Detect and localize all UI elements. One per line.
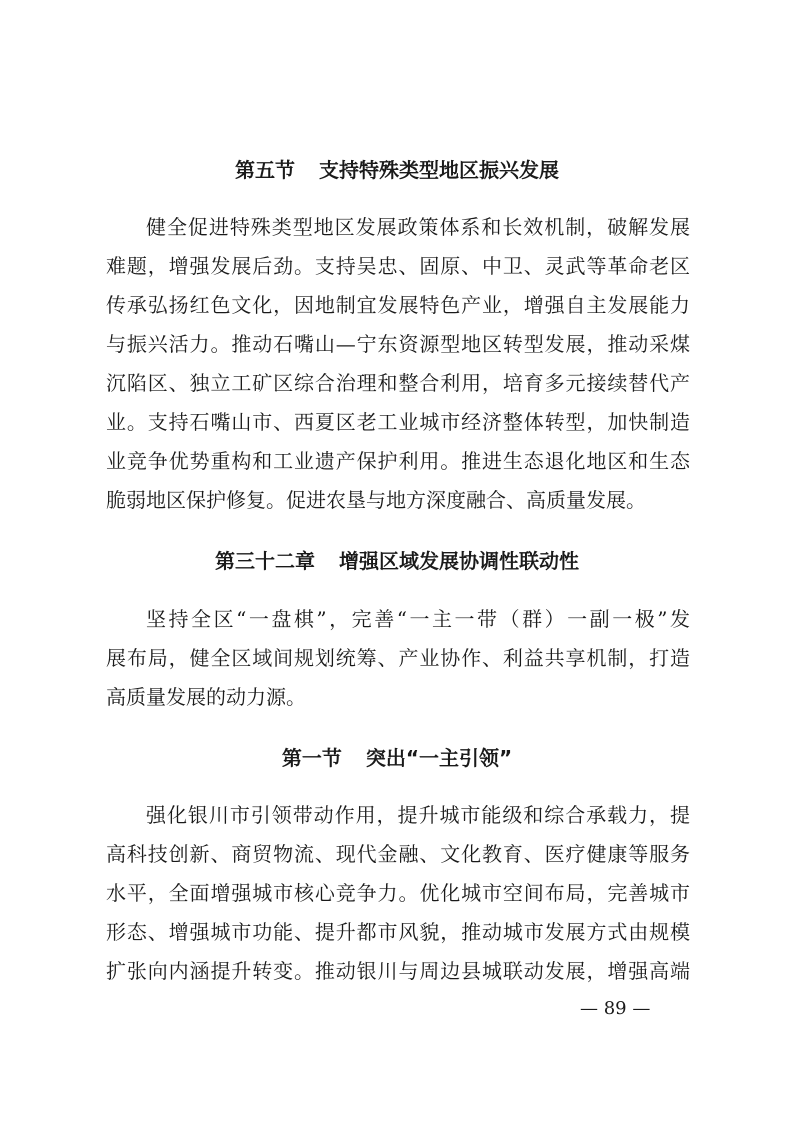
chapter-heading-32 <box>0 549 794 573</box>
chapter-title: 增强区域发展协调性联动性 <box>339 549 579 573</box>
paragraph-line: 展布局，健全区域间规划统筹、产业协作、利益共享机制，打造 <box>106 646 690 670</box>
page-number: — 89 — <box>580 998 651 1019</box>
paragraph-line: 沉陷区、独立工矿区综合治理和整合利用，培育多元接续替代产 <box>106 371 690 395</box>
section-number: 第五节 <box>235 158 295 182</box>
paragraph-line: 业竞争优势重构和工业遗产保护利用。推进生态退化地区和生态 <box>106 449 690 473</box>
section-number: 第一节 <box>281 746 342 770</box>
paragraph-line: 强化银川市引领带动作用，提升城市能级和综合承载力，提 <box>146 803 690 827</box>
paragraph-line: 坚持全区“一盘棋”，完善“一主一带（群）一副一极”发 <box>146 607 690 631</box>
paragraph-line: 高科技创新、商贸物流、现代金融、文化教育、医疗健康等服务 <box>106 842 690 866</box>
paragraph-line: 业。支持石嘴山市、西夏区老工业城市经济整体转型，加快制造 <box>106 410 690 434</box>
paragraph-line: 水平，全面增强城市核心竞争力。优化城市空间布局，完善城市 <box>106 881 690 905</box>
paragraph-line: 高质量发展的动力源。 <box>106 685 306 709</box>
paragraph-line: 脆弱地区保护修复。促进农垦与地方深度融合、高质量发展。 <box>106 488 646 512</box>
section-title: 突出“一主引领” <box>365 746 513 770</box>
paragraph-line: 形态、增强城市功能、提升都市风貌，推动城市发展方式由规模 <box>106 920 690 944</box>
section-title: 支持特殊类型地区振兴发展 <box>319 158 559 182</box>
section-heading-5 <box>0 158 794 182</box>
paragraph-line: 传承弘扬红色文化，因地制宜发展特色产业，增强自主发展能力 <box>106 293 690 317</box>
section-5-paragraph <box>106 208 690 520</box>
paragraph-line: 难题，增强发展后劲。支持吴忠、固原、中卫、灵武等革命老区 <box>106 254 690 278</box>
paragraph-line: 扩张向内涵提升转变。推动银川与周边县城联动发展，增强高端 <box>106 959 690 983</box>
paragraph-line: 健全促进特殊类型地区发展政策体系和长效机制，破解发展 <box>146 215 690 239</box>
paragraph-line: 与振兴活力。推动石嘴山—宁东资源型地区转型发展，推动采煤 <box>106 332 690 356</box>
chapter-number: 第三十二章 <box>215 549 315 573</box>
chapter-32-paragraph <box>106 600 690 717</box>
section-1-paragraph <box>106 796 690 991</box>
section-heading-1 <box>0 746 794 770</box>
